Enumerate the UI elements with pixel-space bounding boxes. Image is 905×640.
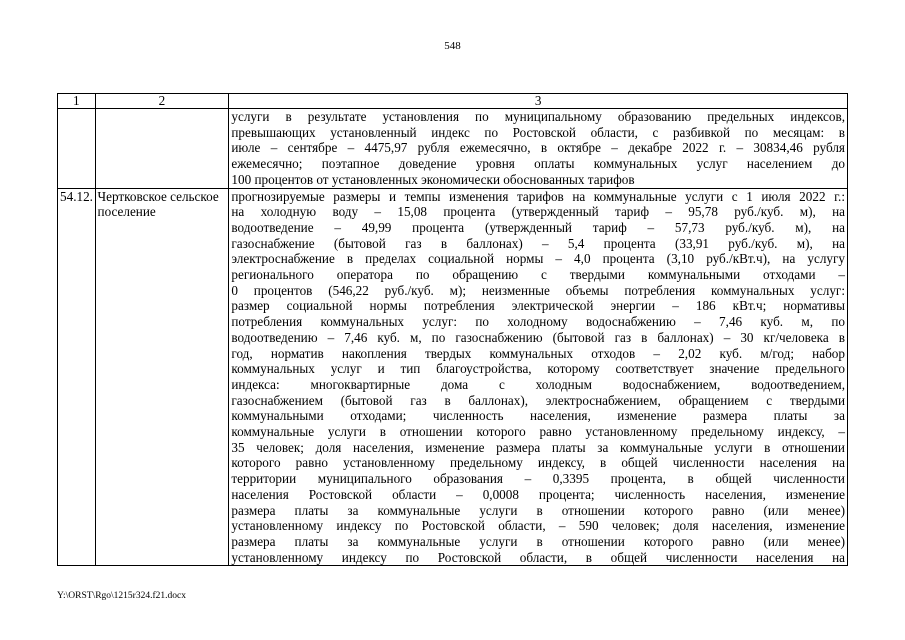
description-text [231,189,845,566]
text-line: водоотведение – 49,99 процента (утвержденный тариф – 57,73 руб./куб. м), на [231,219,845,235]
description-text [231,109,845,188]
column-header-2: 2 [95,94,229,109]
text-line: 100 процентов от установленных экономически обоснованных тарифов [231,171,635,187]
text-line: коммунальными отходами; численность населения, изменение размера платы за [231,408,845,424]
text-line: превышающих установленный индекс по Ростовской области, с разбивкой по месяцам: в [231,124,845,140]
row-name-cell [95,109,229,189]
table-row-54-12 [58,188,848,566]
table-row-continued [58,109,848,189]
text-line: 0 процентов (546,22 руб./куб. м); неизменные объемы потребления коммунальных услуг: [231,282,845,298]
row-number-cell: 54.12. [58,188,96,566]
document-table [57,93,848,566]
text-line: на холодную воду – 15,08 процента (утвержденный тариф – 95,78 руб./куб. м), на [231,204,845,220]
text-line: установленному индексу по Ростовской области, в общей численности населения на [231,549,845,565]
text-line: размера платы за коммунальные услуги в отношении которого равно (или менее) [231,533,845,549]
column-header-1: 1 [58,94,96,109]
text-line: газоснабжение (бытовой газ в баллонах) – 5,4 процента (33,91 руб./куб. м), на [231,235,845,251]
text-line: год, норматив накопления твердых коммунальных отходов – 2,02 куб. м/год; набор [231,345,845,361]
text-line: населения Ростовской области – 0,0008 процента; численность населения, изменение [231,486,845,502]
text-line: услуги в результате установления по муниципальному образованию предельных индексов, [231,109,845,124]
text-line: 35 человек; доля населения, изменение размера платы за коммунальные услуги в отношении [231,439,845,455]
text-line: коммунальные услуги в отношении которого равно установленному предельному индексу, – [231,424,845,440]
text-line: потребления коммунальных услуг: по холодному водоснабжению – 7,46 куб. м, по [231,314,845,330]
text-line: электроснабжение в пределах социальной нормы – 4,0 процента (3,10 руб./кВт.ч), на услугу [231,251,845,267]
text-line: установленному индексу по Ростовской области, – 590 человек; доля населения, изменение [231,518,845,534]
settlement-name-cell: Чертковское сельское поселение [95,188,229,566]
text-line: территории муниципального образования – 0,3395 процента, в общей численности [231,471,845,487]
text-line: которого равно установленному предельному индексу, в общей численности населения на [231,455,845,471]
text-line: водоотведению – 7,46 куб. м, по газоснабжению (бытовой газ в баллонах) – 30 кг/человека в [231,329,845,345]
row-number-cell [58,109,96,189]
text-line: индекса: многоквартирные дома с холодным водоснабжением, водоотведением, [231,376,845,392]
footer-file-path: Y:\ORST\Rgo\1215r324.f21.docx [57,591,186,601]
text-line: регионального оператора по обращению с твердыми коммунальными отходами – [231,267,845,283]
text-line: размер социальной нормы потребления электрической энергии – 186 кВт.ч; нормативы [231,298,845,314]
text-line: ежемесячно; поэтапное доведение уровня оплаты коммунальных услуг населением до [231,156,845,172]
row-description-cell [229,109,848,189]
table-header-row [58,94,848,109]
row-description-cell [229,188,848,566]
text-line: размера платы за коммунальные услуги в отношении которого равно (или менее) [231,502,845,518]
page-number: 548 [444,40,461,52]
text-line: июле – сентябре – 4475,97 рубля ежемесячно, в октябре – декабре 2022 г. – 30834,46 рубля [231,140,845,156]
column-header-3: 3 [229,94,848,109]
text-line: газоснабжением (бытовой газ в баллонах), электроснабжением, обращением с твердыми [231,392,845,408]
text-line: коммунальных услуг и тип благоустройства, которому соответствует значение предельного [231,361,845,377]
text-line: прогнозируемые размеры и темпы изменения тарифов на коммунальные услуги с 1 июля 2022 г.: [231,188,845,204]
